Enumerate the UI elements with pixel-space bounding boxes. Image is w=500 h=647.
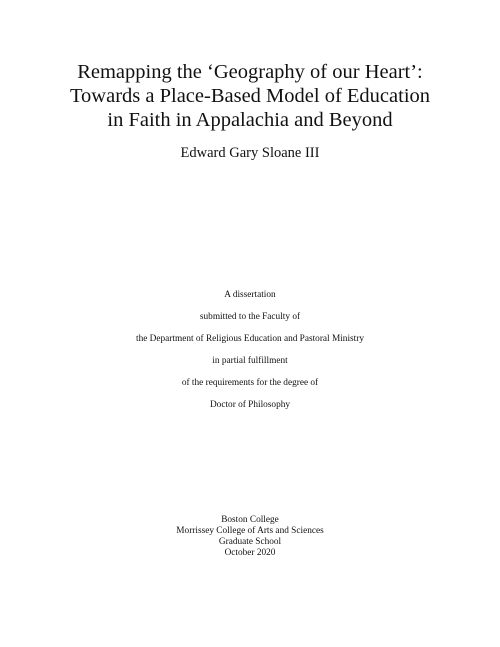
- title-line: in Faith in Appalachia and Beyond: [107, 109, 393, 131]
- statement-line: in partial fulfillment: [212, 356, 288, 366]
- dissertation-statement: [0, 290, 500, 411]
- college-name: Morrissey College of Arts and Sciences: [176, 526, 324, 536]
- institution-block: [0, 515, 500, 559]
- statement-line: Doctor of Philosophy: [209, 400, 291, 410]
- statement-line: submitted to the Faculty of: [199, 312, 301, 322]
- dissertation-title: [0, 60, 500, 132]
- statement-line: the Department of Religious Education and Pastoral Ministry: [136, 334, 364, 344]
- statement-line: A dissertation: [224, 290, 276, 300]
- school-name: Graduate School: [218, 537, 282, 547]
- submission-date: October 2020: [224, 548, 276, 558]
- title-line: Remapping the ‘Geography of our Heart’:: [77, 61, 423, 83]
- author-name: Edward Gary Sloane III: [180, 145, 320, 161]
- title-line: Towards a Place-Based Model of Education: [69, 85, 431, 107]
- statement-line: of the requirements for the degree of: [181, 378, 319, 388]
- institution-name: Boston College: [221, 515, 279, 525]
